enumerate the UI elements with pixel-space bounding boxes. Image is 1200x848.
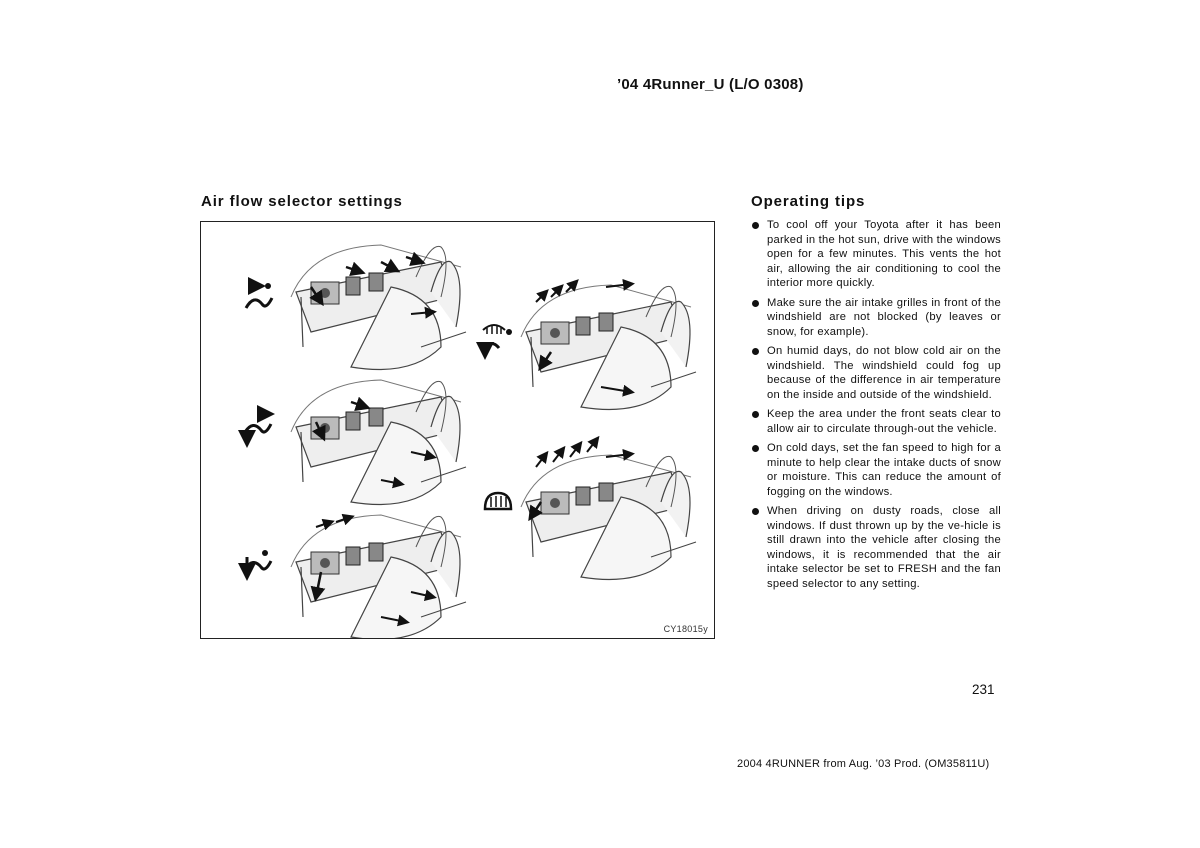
- bullet-icon: [752, 411, 759, 418]
- page-footer: 2004 4RUNNER from Aug. ’03 Prod. (OM35811U): [737, 758, 990, 770]
- tip-text: Keep the area under the front seats clear to allow air to circulate through-out the vehicle.: [767, 408, 1001, 435]
- tip-item: [751, 296, 1001, 340]
- figure-code: CY18015y: [663, 624, 708, 634]
- operating-tips-list: [751, 218, 1001, 596]
- windshield-mode-panel: [485, 439, 696, 580]
- tip-text: When driving on dusty roads, close all windows. If dust thrown up by the ve-hicle is still drawn into the vehicle after closing the windows, it is recommended that the air intake selector be set to FRESH and the fan speed selector to any setting.: [767, 505, 1001, 590]
- tip-item: [751, 218, 1001, 291]
- bullet-icon: [752, 508, 759, 515]
- feet-windshield-mode-panel: [483, 282, 696, 410]
- tip-item: [751, 344, 1001, 402]
- tip-text: To cool off your Toyota after it has been parked in the hot sun, drive with the windows open for a few minutes. This vents the hot air, allowing the air conditioning to cool the interior more quickly.: [767, 219, 1001, 289]
- feet-defrost-mode-icon: [483, 325, 512, 354]
- bi-level-mode-icon: [245, 411, 271, 442]
- tip-text: Make sure the air intake grilles in front of the windshield are not blocked (by leaves or snow, for example).: [767, 296, 1001, 338]
- tip-text: On cold days, set the fan speed to high for a minute to help clear the intake ducts of snow or moisture. This can reduce the amount of fogging on the windows.: [767, 442, 1001, 498]
- air-flow-figure: [200, 221, 715, 639]
- bullet-icon: [752, 445, 759, 452]
- tip-item: [751, 441, 1001, 499]
- tip-text: On humid days, do not blow cold air on the windshield. The windshield could fog up because of the difference in air temperature on the inside and outside of the windshield.: [767, 345, 1001, 401]
- face-vent-mode-icon: [246, 283, 272, 308]
- tip-item: [751, 504, 1001, 591]
- bi-level-mode-panel: [245, 380, 466, 505]
- face-mode-panel: [246, 245, 466, 370]
- feet-mode-panel: [245, 515, 466, 638]
- bullet-icon: [752, 348, 759, 355]
- feet-mode-icon: [245, 550, 271, 575]
- page-header-title: ’04 4Runner_U (L/O 0308): [617, 76, 804, 93]
- windshield-defrost-mode-icon: [485, 493, 511, 509]
- bullet-icon: [752, 222, 759, 229]
- air-flow-heading: Air flow selector settings: [201, 193, 403, 210]
- bullet-icon: [752, 300, 759, 307]
- page-number: 231: [972, 682, 995, 697]
- tip-item: [751, 407, 1001, 436]
- air-flow-illustration: [201, 222, 714, 638]
- operating-tips-heading: Operating tips: [751, 193, 866, 210]
